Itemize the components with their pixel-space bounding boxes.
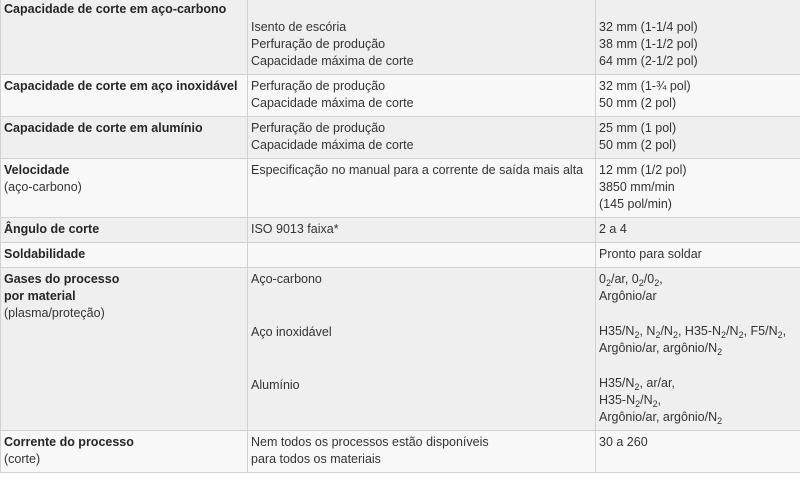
spec-value: 50 mm (2 pol) — [599, 138, 677, 152]
spec-condition: Capacidade máxima de corte — [251, 138, 414, 152]
spec-label: Capacidade de corte em aço-carbono — [4, 2, 227, 16]
table-row — [1, 159, 800, 218]
spec-condition-cell — [248, 0, 596, 75]
gas-list-carbon-line2: Argônio/ar — [599, 289, 657, 303]
spec-label: Corrente do processo — [4, 435, 134, 449]
table-row — [1, 268, 800, 431]
spec-label: Capacidade de corte em aço inoxidável — [4, 79, 238, 93]
spec-condition: Perfuração de produção — [251, 79, 386, 93]
spec-condition: Isento de escória — [251, 20, 347, 34]
gas-list-aluminum-line3: Argônio/ar, argônio/$N_2$ — [599, 410, 723, 426]
spec-condition: Capacidade máxima de corte — [251, 54, 414, 68]
spec-value: 64 mm (2-1/2 pol) — [599, 54, 698, 68]
spec-value-cell — [596, 0, 800, 75]
spec-value-cell — [596, 117, 800, 159]
spec-label-cell — [1, 243, 248, 268]
spec-value-cell — [596, 431, 800, 473]
table-row — [1, 243, 800, 268]
table-row — [1, 218, 800, 243]
spec-value: 30 a 260 — [599, 435, 648, 449]
spec-value-cell — [596, 159, 800, 218]
spec-sublabel: (corte) — [4, 452, 41, 466]
spec-sublabel: (plasma/proteção) — [4, 306, 105, 320]
spec-sublabel: (aço-carbono) — [4, 180, 82, 194]
spec-condition: Perfuração de produção — [251, 121, 386, 135]
spec-label-cell — [1, 75, 248, 117]
spec-value: 3850 mm/min — [599, 180, 675, 194]
table-row — [1, 117, 800, 159]
gas-list-stainless: $H35/N_2$, $N_2/N_2$, $H35-N_2/N_2$, $F5/N_2$, — [599, 324, 787, 340]
gas-list-carbon: $0_2/ar$, $0_2/0_2$, — [599, 272, 663, 288]
table-row — [1, 0, 800, 75]
table-row — [1, 75, 800, 117]
spec-label-cell — [1, 431, 248, 473]
material-stainless-steel: Aço inoxidável — [251, 325, 332, 339]
gas-list-aluminum-line2: $H35-N_2/N_2$, — [599, 393, 662, 409]
spec-label-cell — [1, 117, 248, 159]
spec-condition-cell — [248, 75, 596, 117]
spec-condition-cell — [248, 218, 596, 243]
spec-condition: ISO 9013 faixa* — [251, 222, 339, 236]
spec-condition: Especificação no manual para a corrente de saída mais alta — [251, 163, 584, 177]
gas-list-stainless-line2: Argônio/ar, argônio/$N_2$ — [599, 341, 723, 357]
spec-label: Soldabilidade — [4, 247, 86, 261]
spec-label: Gases do processo — [4, 272, 120, 286]
spec-value-cell — [596, 75, 800, 117]
spec-value: (145 pol/min) — [599, 197, 672, 211]
material-carbon-steel: Aço-carbono — [251, 272, 322, 286]
spec-value-cell — [596, 218, 800, 243]
spec-value: Pronto para soldar — [599, 247, 702, 261]
spec-label: Velocidade — [4, 163, 70, 177]
spec-label: por material — [4, 289, 76, 303]
spec-value: 12 mm (1/2 pol) — [599, 163, 687, 177]
spec-label-cell — [1, 268, 248, 431]
spec-condition-cell — [248, 431, 596, 473]
spec-label-cell — [1, 0, 248, 75]
spec-condition-cell — [248, 117, 596, 159]
spec-value: 2 a 4 — [599, 222, 627, 236]
spec-value-cell — [596, 243, 800, 268]
spec-condition: Perfuração de produção — [251, 37, 386, 51]
table-row — [1, 431, 800, 473]
gas-list-aluminum: $H35/N_2$, ar/ar, — [599, 376, 675, 392]
spec-value: 25 mm (1 pol) — [599, 121, 677, 135]
spec-condition-cell — [248, 159, 596, 218]
spec-value: 50 mm (2 pol) — [599, 96, 677, 110]
spec-condition: Nem todos os processos estão disponíveis — [251, 435, 489, 449]
spec-condition: para todos os materiais — [251, 452, 381, 466]
spec-condition-cell — [248, 243, 596, 268]
spec-condition: Capacidade máxima de corte — [251, 96, 414, 110]
spec-label-cell — [1, 218, 248, 243]
material-aluminum: Alumínio — [251, 378, 300, 392]
spec-value: 38 mm (1-1/2 pol) — [599, 37, 698, 51]
spec-value: 32 mm (1-¾ pol) — [599, 79, 691, 93]
spec-condition-cell — [248, 268, 596, 431]
spec-label: Capacidade de corte em alumínio — [4, 121, 203, 135]
spec-label: Ângulo de corte — [4, 222, 100, 236]
spec-label-cell — [1, 159, 248, 218]
spec-value: 32 mm (1-1/4 pol) — [599, 20, 698, 34]
spec-value-cell — [596, 268, 800, 431]
